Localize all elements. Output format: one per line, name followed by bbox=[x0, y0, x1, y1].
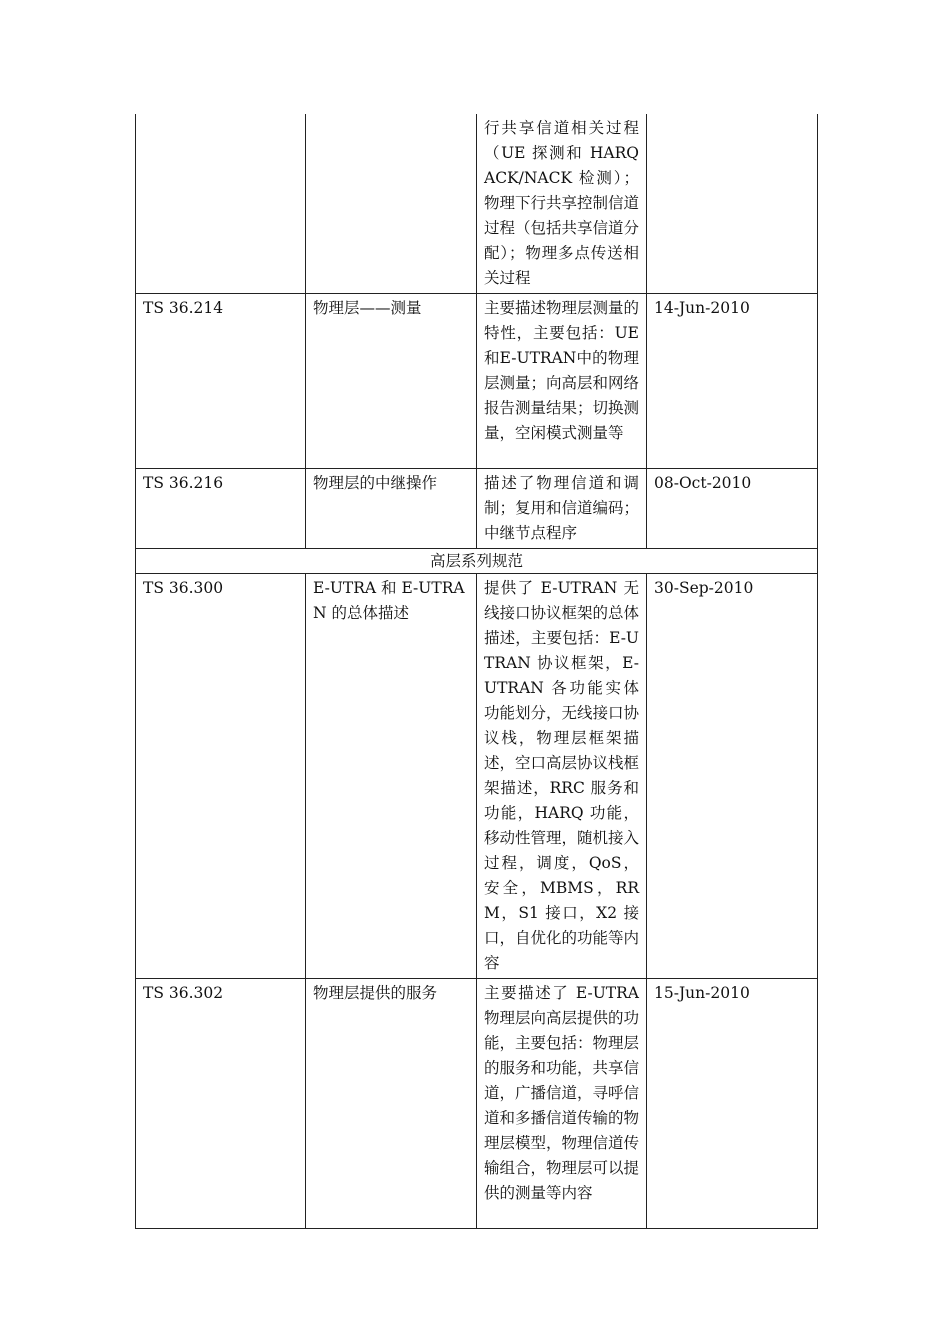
spec-date-cell: 15-Jun-2010 bbox=[647, 979, 818, 1229]
table-row bbox=[136, 979, 818, 1229]
spec-description-cell: 描述了物理信道和调制；复用和信道编码；中继节点程序 bbox=[477, 469, 647, 549]
spec-number-cell: TS 36.300 bbox=[136, 574, 306, 979]
spec-title-cell: 物理层——测量 bbox=[306, 294, 477, 469]
spec-title-cell: 物理层提供的服务 bbox=[306, 979, 477, 1229]
spec-date-cell: 14-Jun-2010 bbox=[647, 294, 818, 469]
table-row bbox=[136, 294, 818, 469]
table-row bbox=[136, 114, 818, 294]
spec-title-cell: E-UTRA 和 E-UTRAN 的总体描述 bbox=[306, 574, 477, 979]
spec-date-cell bbox=[647, 114, 818, 294]
spec-number-cell: TS 36.216 bbox=[136, 469, 306, 549]
spec-description-cell: 主要描述物理层测量的特性，主要包括：UE和E-UTRAN中的物理层测量；向高层和网络报告测量结果；切换测量，空闲模式测量等 bbox=[477, 294, 647, 469]
spec-number-cell: TS 36.302 bbox=[136, 979, 306, 1229]
spec-date-cell: 08-Oct-2010 bbox=[647, 469, 818, 549]
spec-number-cell: TS 36.214 bbox=[136, 294, 306, 469]
table-row bbox=[136, 469, 818, 549]
spec-title-cell bbox=[306, 114, 477, 294]
spec-description-cell: 行共享信道相关过程（UE 探测和 HARQ ACK/NACK 检测）；物理下行共享控制信道过程（包括共享信道分配）；物理多点传送相关过程 bbox=[477, 114, 647, 294]
section-header-label: 高层系列规范 bbox=[136, 549, 818, 574]
spec-date-cell: 30-Sep-2010 bbox=[647, 574, 818, 979]
spec-number-cell bbox=[136, 114, 306, 294]
table-row bbox=[136, 574, 818, 979]
spec-description-cell: 主要描述了 E-UTRA 物理层向高层提供的功能，主要包括：物理层的服务和功能，共享信道，广播信道，寻呼信道和多播信道传输的物理层模型，物理信道传输组合，物理层可以提供的测量等内容 bbox=[477, 979, 647, 1229]
spec-table bbox=[135, 114, 818, 1229]
section-header-row bbox=[136, 549, 818, 574]
spec-title-cell: 物理层的中继操作 bbox=[306, 469, 477, 549]
spec-description-cell: 提供了 E-UTRAN 无线接口协议框架的总体描述，主要包括：E-UTRAN 协议框架，E-UTRAN 各功能实体功能划分，无线接口协议栈，物理层框架描述，空口高层协议栈框架描述，RRC 服务和功能，HARQ 功能，移动性管理，随机接入过程，调度，QoS，安全，MBMS，RRM，S1 接口，X2 接口，自优化的功能等内容 bbox=[477, 574, 647, 979]
